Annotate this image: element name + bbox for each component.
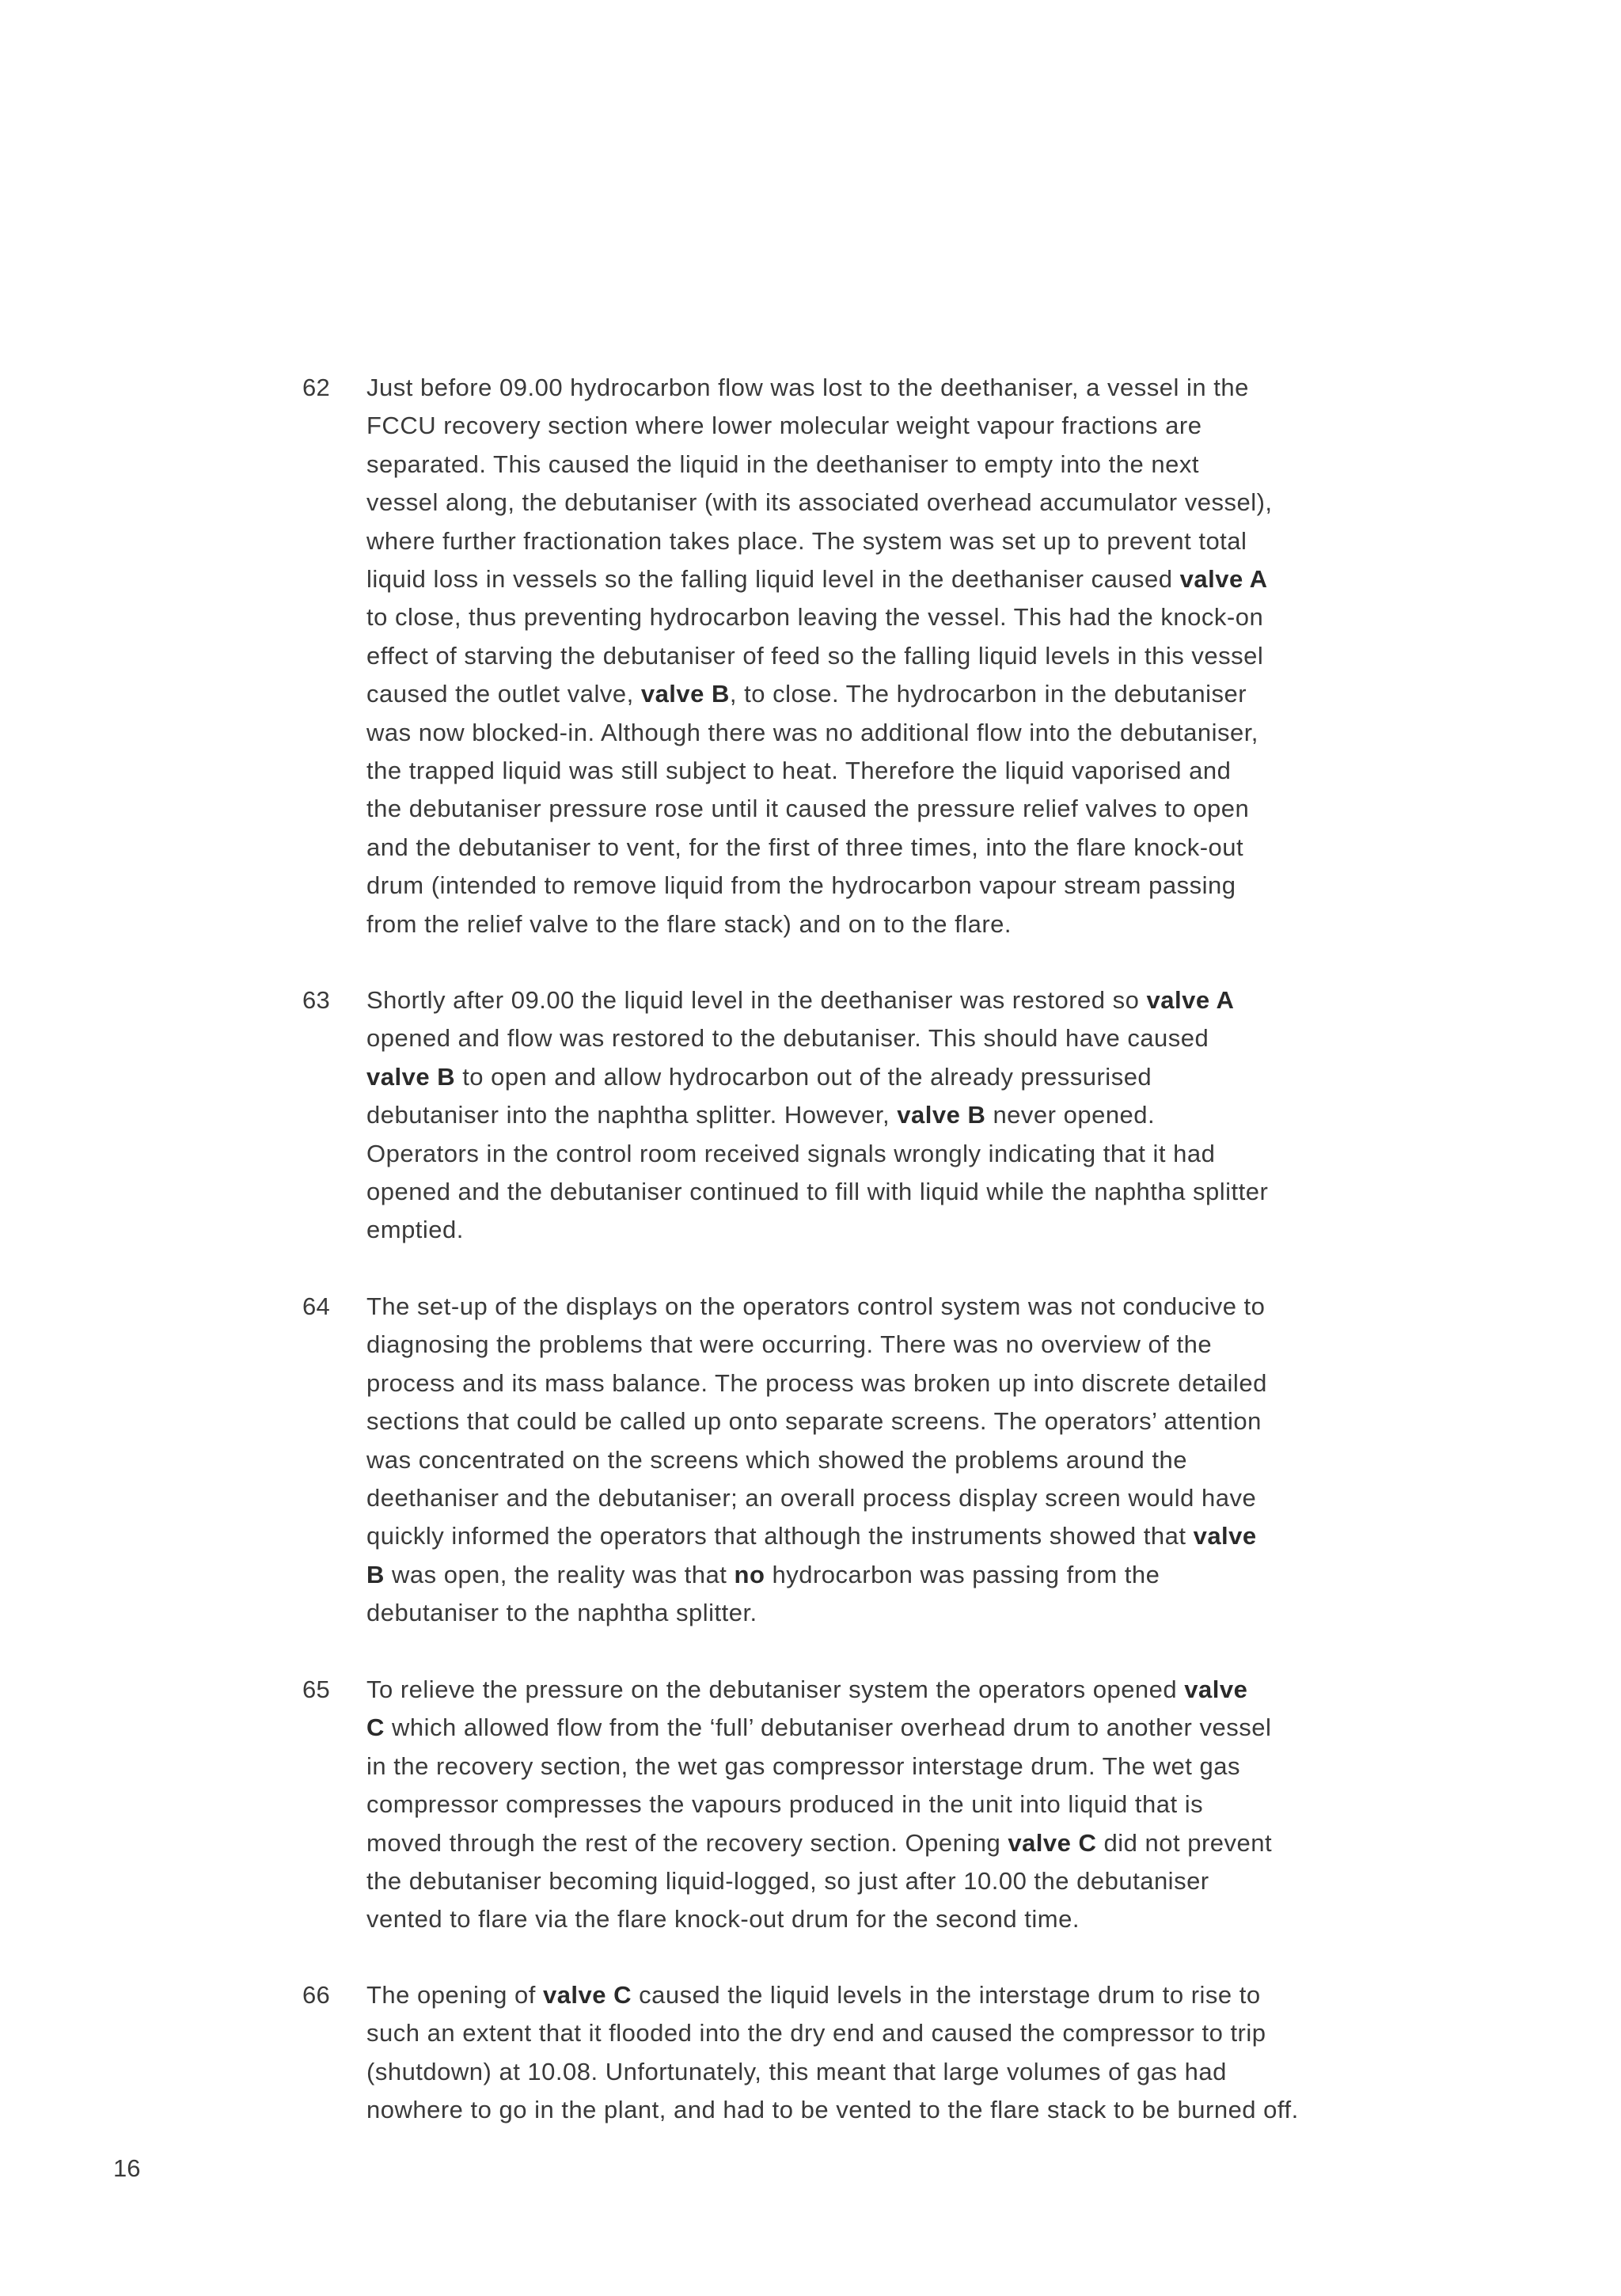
text-line xyxy=(366,829,1475,867)
text-run: Shortly after 09.00 the liquid level in the deethaniser was restored so xyxy=(366,986,1147,1014)
text-line xyxy=(366,1211,1475,1249)
bold-term: C xyxy=(366,1713,385,1742)
bold-term: valve A xyxy=(1179,565,1268,594)
text-run: did not prevent xyxy=(1096,1828,1273,1857)
paragraph-number: 66 xyxy=(302,1981,331,2009)
text-line xyxy=(366,1594,1475,1632)
text-line xyxy=(366,369,1475,407)
text-line xyxy=(366,1479,1475,1517)
bold-term: valve B xyxy=(366,1062,456,1091)
text-line xyxy=(366,1096,1475,1134)
text-run: the debutaniser pressure rose until it caused the pressure relief valves to open xyxy=(366,795,1250,823)
bold-term: valve xyxy=(1184,1676,1248,1703)
text-line xyxy=(366,1135,1475,1173)
paragraph-number: 65 xyxy=(302,1676,331,1703)
text-line xyxy=(366,1976,1475,2014)
text-run: process and its mass balance. The process was broken up into discrete detailed xyxy=(366,1368,1267,1397)
text-line xyxy=(366,1709,1475,1747)
text-line xyxy=(366,637,1475,675)
text-line xyxy=(366,2053,1475,2091)
text-run: such an extent that it flooded into the dry end and caused the compressor to trip xyxy=(366,2019,1266,2047)
paragraph-text xyxy=(366,1288,1475,1633)
text-run: vessel along, the debutaniser (with its associated overhead accumulator vessel), xyxy=(366,488,1273,517)
text-run: drum (intended to remove liquid from the hydrocarbon vapour stream passing xyxy=(366,871,1236,900)
text-run: liquid loss in vessels so the falling liquid level in the deethaniser caused xyxy=(366,565,1180,594)
text-run: nowhere to go in the plant, and had to be vented to the flare stack to be burned off. xyxy=(366,2096,1299,2124)
text-line xyxy=(366,1862,1475,1900)
text-line xyxy=(366,1173,1475,1211)
text-line xyxy=(366,981,1475,1019)
text-run: , to close. The hydrocarbon in the debutaniser xyxy=(729,680,1247,708)
text-run: effect of starving the debutaniser of feed so the falling liquid levels in this vessel xyxy=(366,641,1264,670)
bold-term: no xyxy=(734,1560,765,1588)
paragraph-number: 62 xyxy=(302,374,331,401)
text-run: Just before 09.00 hydrocarbon flow was lost to the deethaniser, a vessel in the xyxy=(366,374,1249,401)
text-line xyxy=(366,484,1475,522)
text-run: to close, thus preventing hydrocarbon leaving the vessel. This had the knock-on xyxy=(366,603,1264,632)
paragraph-number: 63 xyxy=(302,986,331,1014)
text-line xyxy=(366,867,1475,905)
text-run: was open, the reality was that xyxy=(384,1560,735,1588)
paragraph-text xyxy=(366,1976,1475,2130)
text-run: which allowed flow from the ‘full’ debutaniser overhead drum to another vessel xyxy=(384,1713,1272,1742)
text-run: compressor compresses the vapours produced in the unit into liquid that is xyxy=(366,1790,1204,1819)
text-line xyxy=(366,1058,1475,1096)
text-run: opened and the debutaniser continued to fill with liquid while the naphtha splitter xyxy=(366,1178,1269,1206)
text-run: to open and allow hydrocarbon out of the already pressurised xyxy=(455,1062,1152,1091)
text-line xyxy=(366,1517,1475,1555)
text-line xyxy=(366,1326,1475,1364)
bold-term: valve C xyxy=(1008,1828,1097,1857)
text-run: sections that could be called up onto separate screens. The operators’ attention xyxy=(366,1407,1262,1436)
text-line xyxy=(366,598,1475,636)
text-run: emptied. xyxy=(366,1216,464,1244)
text-run: deethaniser and the debutaniser; an overall process display screen would have xyxy=(366,1484,1257,1512)
text-line xyxy=(366,1748,1475,1786)
text-run: (shutdown) at 10.08. Unfortunately, this meant that large volumes of gas had xyxy=(366,2057,1227,2085)
text-line xyxy=(366,1441,1475,1479)
text-run: hydrocarbon was passing from the xyxy=(765,1560,1160,1588)
text-line xyxy=(366,1824,1475,1862)
bold-term: valve B xyxy=(640,680,730,708)
paragraph-text xyxy=(366,981,1475,1250)
text-run: was concentrated on the screens which showed the problems around the xyxy=(366,1445,1187,1474)
text-line xyxy=(366,1364,1475,1402)
bold-term: valve A xyxy=(1146,986,1235,1014)
text-line xyxy=(366,1671,1475,1709)
text-run: the trapped liquid was still subject to heat. Therefore the liquid vaporised and xyxy=(366,757,1232,785)
paragraph-text xyxy=(366,369,1475,943)
text-line xyxy=(366,407,1475,445)
text-line xyxy=(366,522,1475,560)
text-run: and the debutaniser to vent, for the first of three times, into the flare knock-out xyxy=(366,833,1244,861)
text-run: caused the outlet valve, xyxy=(366,680,641,708)
text-run: vented to flare via the flare knock-out drum for the second time. xyxy=(366,1905,1080,1934)
text-line xyxy=(366,675,1475,713)
text-line xyxy=(366,1556,1475,1594)
text-run: separated. This caused the liquid in the deethaniser to empty into the next xyxy=(366,450,1199,478)
text-run: the debutaniser becoming liquid-logged, so just after 10.00 the debutaniser xyxy=(366,1867,1209,1896)
text-run: where further fractionation takes place. The system was set up to prevent total xyxy=(366,526,1247,555)
text-run: moved through the rest of the recovery section. Opening xyxy=(366,1828,1008,1857)
text-line xyxy=(366,1402,1475,1440)
text-line xyxy=(366,560,1475,598)
text-run: quickly informed the operators that although the instruments showed that xyxy=(366,1522,1194,1550)
text-line xyxy=(366,2014,1475,2052)
text-run: Operators in the control room received signals wrongly indicating that it had xyxy=(366,1139,1216,1167)
bold-term: valve C xyxy=(542,1981,632,2009)
text-run: never opened. xyxy=(985,1101,1156,1129)
text-run: from the relief valve to the flare stack) and on to the flare. xyxy=(366,909,1012,938)
text-line xyxy=(366,1900,1475,1938)
text-line xyxy=(366,1019,1475,1057)
text-run: in the recovery section, the wet gas compressor interstage drum. The wet gas xyxy=(366,1751,1240,1780)
text-line xyxy=(366,752,1475,790)
page-number: 16 xyxy=(113,2154,141,2182)
bold-term: B xyxy=(366,1560,385,1588)
text-run: To relieve the pressure on the debutaniser system the operators opened xyxy=(366,1676,1185,1703)
text-line xyxy=(366,905,1475,943)
paragraph-text xyxy=(366,1671,1475,1939)
text-run: The opening of xyxy=(366,1981,543,2009)
text-line xyxy=(366,790,1475,828)
text-run: opened and flow was restored to the debutaniser. This should have caused xyxy=(366,1024,1209,1053)
text-run: diagnosing the problems that were occurring. There was no overview of the xyxy=(366,1330,1213,1359)
bold-term: valve B xyxy=(897,1101,986,1129)
text-run: was now blocked-in. Although there was no additional flow into the debutaniser, xyxy=(366,718,1258,746)
text-line xyxy=(366,446,1475,484)
paragraph-number: 64 xyxy=(302,1292,331,1320)
text-run: debutaniser to the naphtha splitter. xyxy=(366,1599,757,1627)
text-run: debutaniser into the naphtha splitter. However, xyxy=(366,1101,898,1129)
text-line xyxy=(366,714,1475,752)
text-line xyxy=(366,1288,1475,1326)
text-run: The set-up of the displays on the operators control system was not conducive to xyxy=(366,1292,1266,1320)
bold-term: valve xyxy=(1193,1522,1257,1550)
text-line xyxy=(366,1786,1475,1824)
text-run: FCCU recovery section where lower molecular weight vapour fractions are xyxy=(366,412,1202,440)
text-run: caused the liquid levels in the interstage drum to rise to xyxy=(632,1981,1261,2009)
text-line xyxy=(366,2091,1475,2129)
